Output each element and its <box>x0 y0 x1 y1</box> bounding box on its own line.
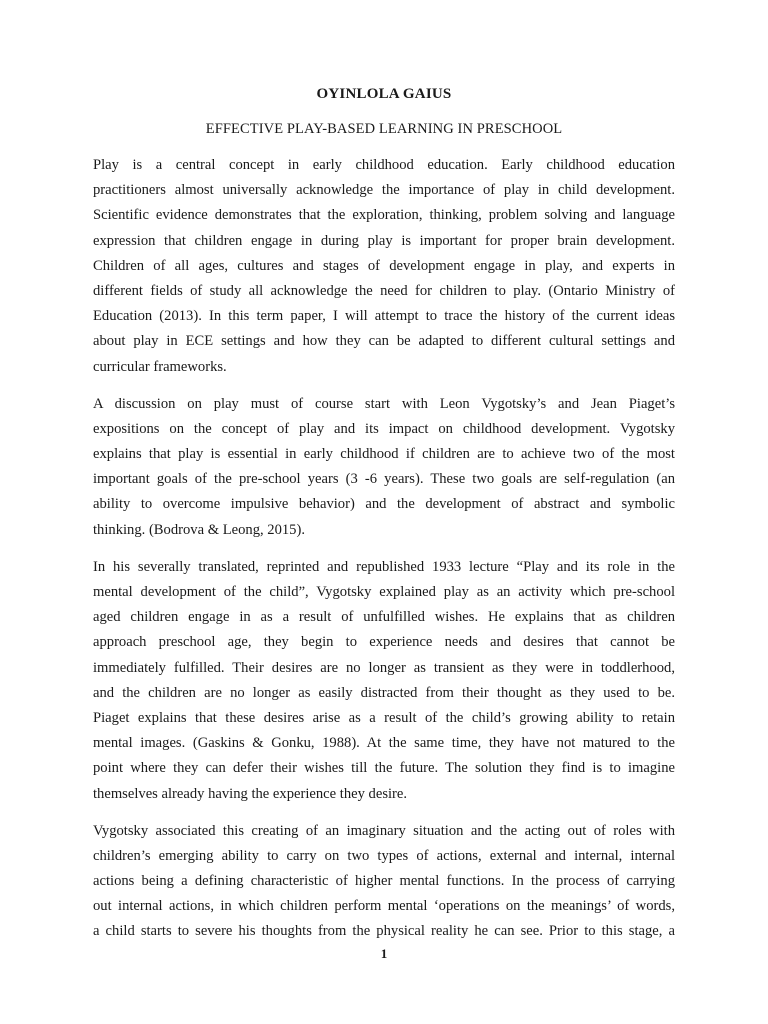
text-line: children’s emerging ability to carry on two types of actions, external and internal, internal <box>93 847 675 864</box>
text-line: Scientific evidence demonstrates that the exploration, thinking, problem solving and language <box>93 207 675 224</box>
paragraph <box>93 153 675 380</box>
text-line: ability to overcome impulsive behavior) and the development of abstract and symbolic <box>93 496 675 513</box>
text-line: Education (2013). In this term paper, I will attempt to trace the history of the current ideas <box>93 308 675 325</box>
text-line: practitioners almost universally acknowledge the importance of play in child development. <box>93 182 675 199</box>
text-line: Play is a central concept in early childhood education. Early childhood education <box>93 157 675 173</box>
text-line: a child starts to severe his thoughts from the physical reality he can see. Prior to this stage, a <box>93 923 675 940</box>
text-line: aged children engage in as a result of unfulfilled wishes. He explains that as children <box>93 609 675 626</box>
text-line: In his severally translated, reprinted and republished 1933 lecture “Play and its role in the <box>93 558 675 575</box>
text-line: about play in ECE settings and how they can be adapted to different cultural settings and <box>93 333 675 350</box>
text-line: different fields of study all acknowledge the need for children to play. (Ontario Ministry of <box>93 282 675 299</box>
paragraph <box>93 555 675 807</box>
document-body <box>93 153 675 957</box>
paragraph <box>93 392 675 543</box>
text-line: mental images. (Gaskins & Gonku, 1988). At the same time, they have not matured to the <box>93 735 675 752</box>
text-line: curricular frameworks. <box>93 358 227 375</box>
text-line: thinking. (Bodrova & Leong, 2015). <box>93 521 305 538</box>
text-line: explains that play is essential in early childhood if children are to achieve two of the most <box>93 446 675 463</box>
page-number: 1 <box>380 946 388 961</box>
text-line: mental development of the child”, Vygotsky explained play as an activity which pre-school <box>93 584 675 600</box>
text-line: approach preschool age, they begin to experience needs and desires that cannot be <box>93 634 675 651</box>
text-line: out internal actions, in which children perform mental ‘operations on the meanings’ of words, <box>93 898 675 915</box>
text-line: Children of all ages, cultures and stages of development engage in play, and experts in <box>93 257 675 274</box>
text-line: important goals of the pre-school years (3 -6 years). These two goals are self-regulation (an <box>93 471 675 488</box>
text-line: A discussion on play must of course start with Leon Vygotsky’s and Jean Piaget’s <box>93 395 675 412</box>
document-title: EFFECTIVE PLAY-BASED LEARNING IN PRESCHOOL <box>205 121 563 137</box>
text-line: Vygotsky associated this creating of an imaginary situation and the acting out of roles with <box>93 822 675 839</box>
paragraph <box>93 819 675 945</box>
text-line: Piaget explains that these desires arise as a result of the child’s growing ability to retain <box>93 709 675 726</box>
text-line: expression that children engage in during play is important for proper brain development. <box>93 232 675 249</box>
text-line: immediately fulfilled. Their desires are no longer as transient as they were in toddlerhood, <box>93 659 675 676</box>
text-line: actions being a defining characteristic of higher mental functions. In the process of carrying <box>93 873 675 890</box>
text-line: expositions on the concept of play and its impact on childhood development. Vygotsky <box>93 420 675 437</box>
text-line: themselves already having the experience they desire. <box>93 785 408 802</box>
author-name: OYINLOLA GAIUS <box>316 86 452 102</box>
text-line: point where they can defer their wishes till the future. The solution they find is to imagine <box>93 760 675 777</box>
text-line: and the children are no longer as easily distracted from their thought as they used to be. <box>93 684 675 701</box>
